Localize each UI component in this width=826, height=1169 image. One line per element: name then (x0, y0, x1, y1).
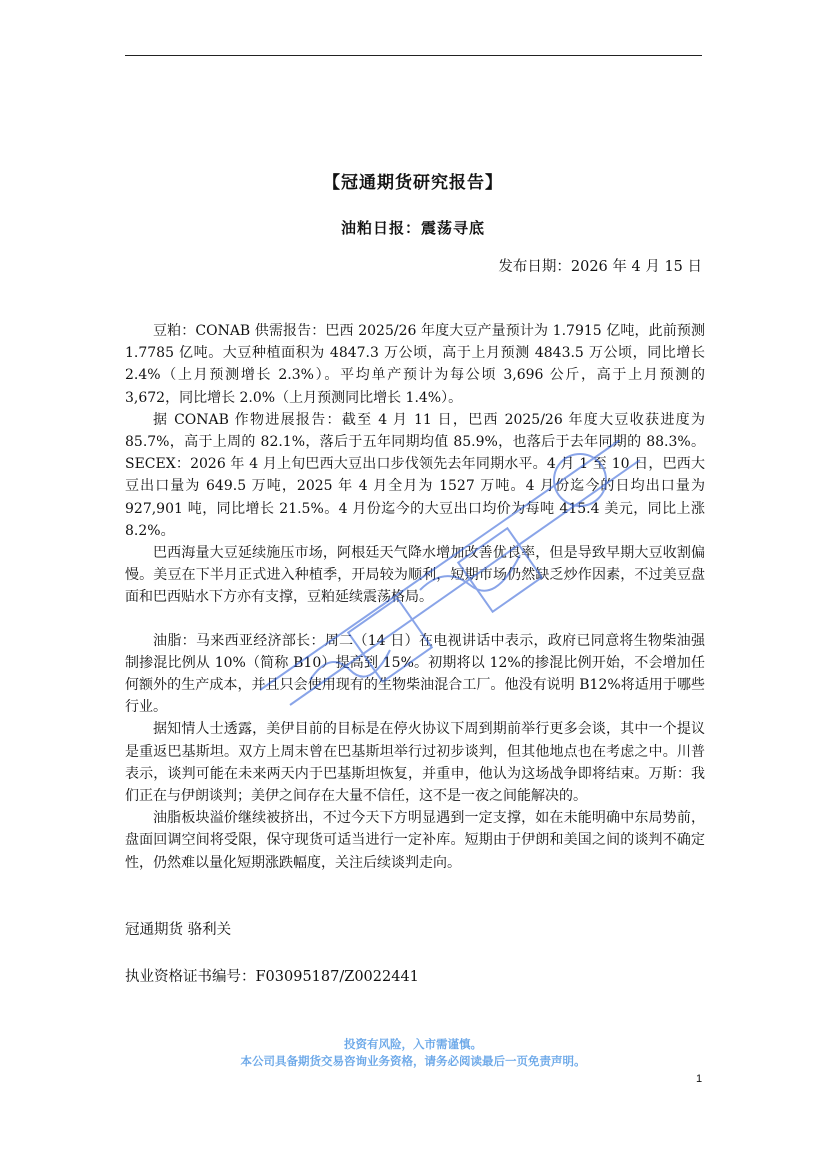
license-line: 执业资格证书编号：F03095187/Z0022441 (125, 969, 419, 985)
author-line: 冠通期货 骆利关 (125, 922, 232, 938)
paragraph-soymeal-outlook: 巴西海量大豆延续施压市场，阿根廷天气降水增加改善优良率，但是导致早期大豆收割偏慢。美豆在下半月正式进入种植季，开局较为顺利，短期市场仍然缺乏炒作因素，不过美豆盘面和巴西贴水下方亦有支撑，豆粕延续震荡格局。 (125, 545, 705, 606)
report-body (125, 320, 705, 874)
paragraph-oils-outlook: 油脂板块溢价继续被挤出，不过今天下方明显遇到一定支撑，如在未能明确中东局势前，盘面回调空间将受限，保守现货可适当进行一定补库。短期由于伊朗和美国之间的谈判不确定性，仍然难以量化短期涨跌幅度，关注后续谈判走向。 (125, 810, 705, 871)
paragraph-soymeal-progress: 据 CONAB 作物进展报告：截至 4 月 11 日，巴西 2025/26 年度大豆收获进度为 85.7%，高于上周的 82.1%，落后于五年同期均值 85.9%，也落后于去年同期的 88.3%。SECEX：2026 年 4 月上旬巴西大豆出口步伐领先去年同期水平。4 月 1 至 10 日，巴西大豆出口量为 649.5 万吨，2025 年 4 月全月为 1527 万吨。4 月份迄今的日均出口量为 927,901 吨，同比增长 21.5%。4 月份迄今的大豆出口均价为每吨 415.4 美元，同比上涨 8.2%。 (125, 411, 705, 539)
disclaimer-note: 本公司具备期货交易咨询业务资格，请务必阅读最后一页免责声明。 (240, 1054, 586, 1068)
paragraph-soymeal-conab: 豆粕：CONAB 供需报告：巴西 2025/26 年度大豆产量预计为 1.7915 亿吨，此前预测 1.7785 亿吨。大豆种植面积为 4847.3 万公顷，高于上月预测 4843.5 万公顷，同比增长 2.4%（上月预测增长 2.3%）。平均单产预计为每公顷 3,696 公斤，高于上月预测的 3,672，同比增长 2.0%（上月预测同比增长 1.4%）。 (125, 323, 705, 406)
header-rule (125, 55, 702, 56)
page-number: 1 (696, 1073, 703, 1085)
report-title: 【冠通期货研究报告】 (323, 173, 503, 193)
risk-warning: 投资有风险，入市需谨慎。 (344, 1037, 482, 1051)
paragraph-oils-malaysia: 油脂：马来西亚经济部长：周二（14 日）在电视讲话中表示，政府已同意将生物柴油强制掺混比例从 10%（简称 B10）提高到 15%。初期将以 12%的掺混比例开始，不会增加任何额外的生产成本，并且只会使用现有的生物柴油混合工厂。他没有说明 B12%将适用于哪些行业。 (125, 632, 705, 716)
paragraph-oils-talks: 据知情人士透露，美伊目前的目标是在停火协议下周到期前举行更多会谈，其中一个提议是重返巴基斯坦。双方上周末曾在巴基斯坦举行过初步谈判，但其他地点也在考虑之中。川普表示，谈判可能在未来两天内于巴基斯坦恢复，并重申，他认为这场战争即将结束。万斯：我们正在与伊朗谈判；美伊之间存在大量不信任，这不是一夜之间能解决的。 (125, 721, 705, 805)
report-subtitle: 油粕日报：震荡寻底 (340, 219, 485, 237)
publish-date: 发布日期：2026 年 4 月 15 日 (498, 259, 702, 275)
